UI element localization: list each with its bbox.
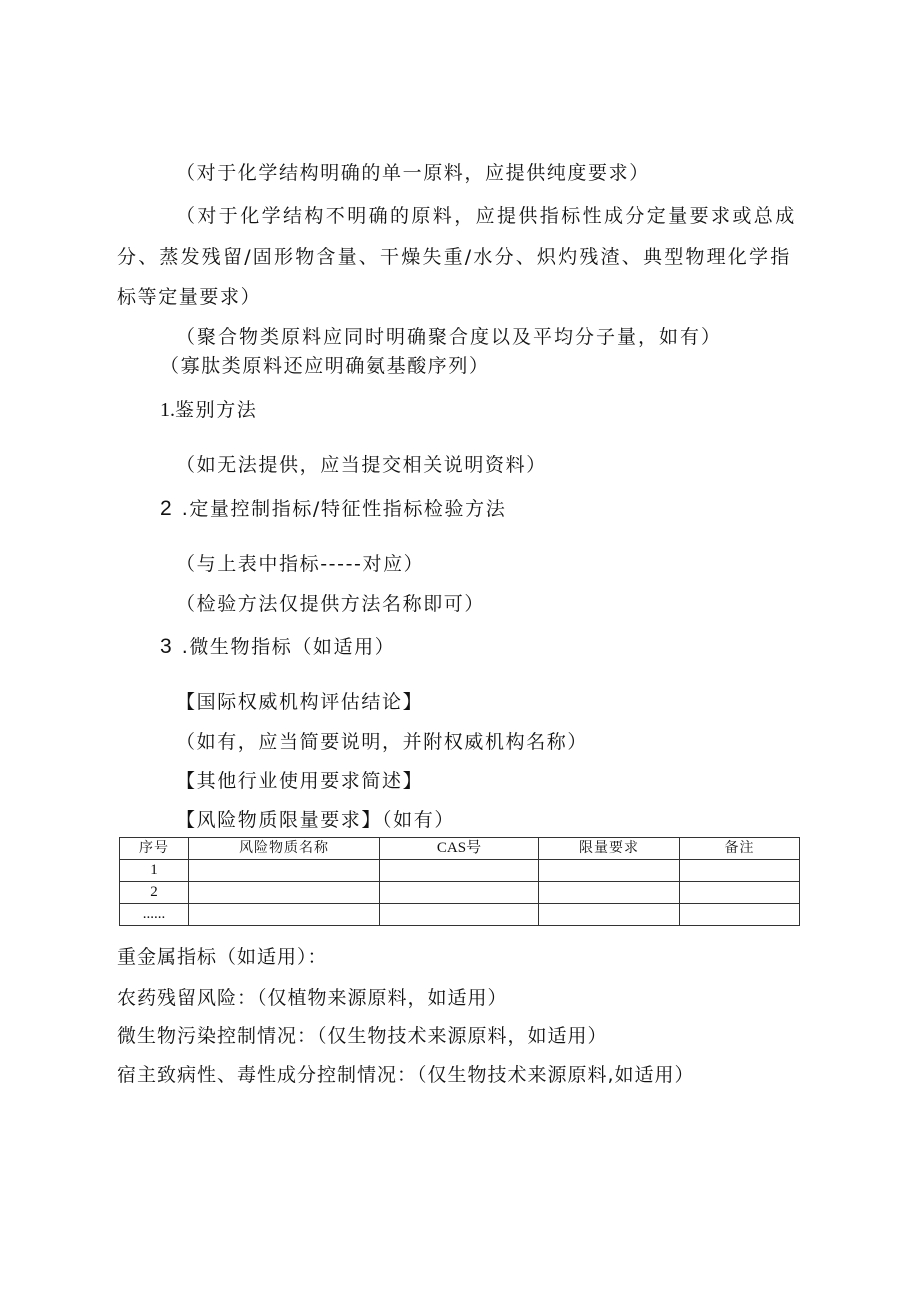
- table-row: [120, 860, 800, 882]
- risk-substances-heading: 【风险物质限量要求】: [176, 809, 383, 831]
- table-cell: [680, 904, 800, 926]
- table-cell: [539, 860, 680, 882]
- table-cell: [380, 882, 539, 904]
- table-cell: [680, 860, 800, 882]
- header-cell: 风险物质名称: [189, 838, 380, 860]
- header-cell: CAS号: [380, 838, 539, 860]
- undefined-structure-note-line2: 分、蒸发残留/固形物含量、干燥失重/水分、炽灼残渣、典型物理化学指: [117, 246, 792, 268]
- header-cell: 序号: [120, 838, 189, 860]
- other-industry-heading: 【其他行业使用要求简述】: [176, 770, 424, 792]
- table-cell: [189, 904, 380, 926]
- host-pathogenicity-item: 宿主致病性、毒性成分控制情况：（仅生物技术来源原料,如适用）: [117, 1064, 695, 1086]
- purity-note: （对于化学结构明确的单一原料，应提供纯度要求）: [176, 162, 650, 184]
- section-number: 2: [160, 497, 172, 520]
- table-row: [120, 882, 800, 904]
- risk-substances-note: （如有）: [382, 809, 455, 831]
- section-quantitative-heading: [160, 496, 506, 522]
- quantitative-note-2: （检验方法仅提供方法名称即可）: [176, 593, 486, 615]
- table-row: [120, 904, 800, 926]
- section-number: 1.: [160, 399, 175, 421]
- table-cell: [539, 882, 680, 904]
- risk-substances-table: [119, 837, 800, 926]
- authority-note: （如有，应当简要说明，并附权威机构名称）: [176, 731, 589, 753]
- table-cell: 1: [120, 860, 189, 882]
- polymer-note: （聚合物类原料应同时明确聚合度以及平均分子量，如有）: [176, 326, 723, 348]
- table-cell: ......: [120, 904, 189, 926]
- section-identification-heading: [160, 397, 257, 423]
- heavy-metals-item: 重金属指标（如适用）：: [117, 946, 328, 968]
- oligopeptide-note: （寡肽类原料还应明确氨基酸序列）: [160, 355, 490, 377]
- table-cell: [189, 882, 380, 904]
- quantitative-note-1: （与上表中指标-----对应）: [176, 553, 425, 575]
- table-cell: [189, 860, 380, 882]
- section-microbial-heading: [160, 634, 395, 660]
- risk-substances-heading-line: [176, 807, 455, 833]
- section-number: 3: [160, 635, 172, 658]
- header-cell: 备注: [680, 838, 800, 860]
- table-cell: 2: [120, 882, 189, 904]
- table-cell: [380, 904, 539, 926]
- pesticide-item: 农药残留风险：（仅植物来源原料，如适用）: [117, 987, 508, 1009]
- section-title: .微生物指标（如适用）: [181, 636, 396, 658]
- section-title: 鉴别方法: [175, 399, 258, 421]
- header-cell: 限量要求: [539, 838, 680, 860]
- table-cell: [539, 904, 680, 926]
- authority-heading: 【国际权威机构评估结论】: [176, 691, 424, 713]
- section-title: .定量控制指标/特征性指标检验方法: [181, 498, 507, 520]
- undefined-structure-note-line1: （对于化学结构不明确的原料，应提供指标性成分定量要求或总成: [176, 205, 797, 227]
- undefined-structure-note-line3: 标等定量要求）: [117, 286, 262, 308]
- table-cell: [380, 860, 539, 882]
- identification-note: （如无法提供，应当提交相关说明资料）: [176, 454, 547, 476]
- microbial-contamination-item: 微生物污染控制情况：（仅生物技术来源原料，如适用）: [117, 1025, 608, 1047]
- table-header-row: [120, 838, 800, 860]
- table-cell: [680, 882, 800, 904]
